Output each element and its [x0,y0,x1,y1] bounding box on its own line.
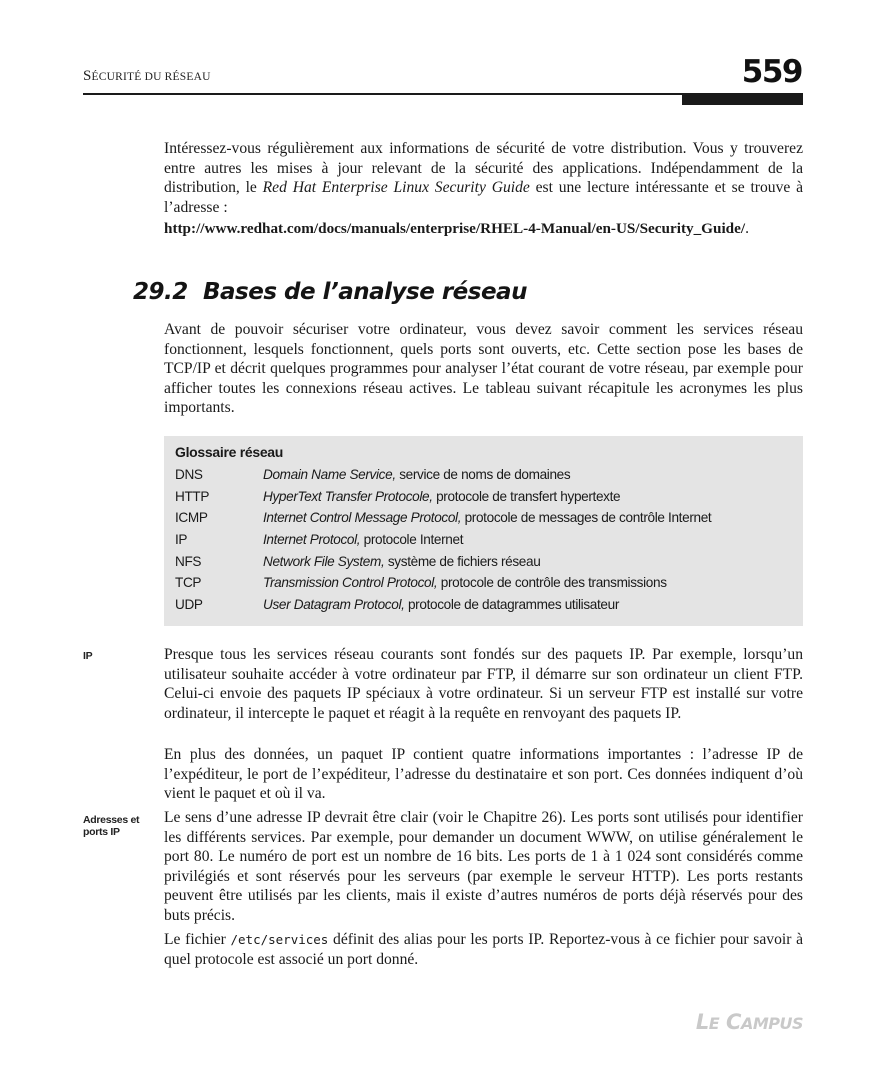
margin-note-ports-line2: ports IP [83,826,120,838]
glossary-desc: protocole de datagrammes utilisateur [404,597,620,612]
services-file-path: /etc/services [230,932,329,947]
glossary-row [175,595,619,615]
logo-letters-ampus: AMPUS [740,1014,803,1033]
section-number: 29.2 [133,279,188,305]
running-header-rest: ÉCURITÉ DU RÉSEAU [91,71,211,83]
logo-letter-e: E [708,1014,720,1033]
glossary-desc: protocole de contrôle des transmissions [437,575,667,590]
glossary-row [175,487,620,507]
url-period: . [745,220,749,237]
paragraph-ip-packets: Presque tous les services réseau courants sont fondés sur des paquets IP. Par exemple, lorsqu’un utilisateur souhaite accéder à votre ordinateur par FTP, il démarre sur son ordinateur un client FTP. Celui-ci envoie des paquets IP spéciaux à votre ordinateur. Si un serveur FTP est installé sur votre ordinateur, il intercepte le paquet et réagit à la requête en renvoyant des paquets IP. [164,646,803,722]
glossary-row [175,530,463,550]
glossary-row [175,552,540,572]
glossary-term: Domain Name Service, [263,467,396,482]
glossary-row [175,508,711,528]
paragraph-packet-contents: En plus des données, un paquet IP contient quatre informations importantes : l’adresse IP de l’expéditeur, le port de l’expéditeur, l’adresse du destinataire et son port. Ces données indiquent d’où vient le paquet et où il va. [164,746,803,803]
paragraph-services-block [164,930,803,969]
glossary-desc: protocole de messages de contrôle Internet [461,510,712,525]
logo-letter-c: C [726,1010,741,1034]
paragraph-contents-block [164,745,803,804]
glossary-title: Glossaire réseau [175,444,284,460]
glossary-box [164,436,803,626]
publisher-logo [696,1010,803,1034]
glossary-abbr: TCP [175,575,202,590]
glossary-abbr: DNS [175,467,203,482]
glossary-term: Transmission Control Protocol, [263,575,438,590]
section-title: Bases de l’analyse réseau [203,279,527,305]
glossary-abbr: NFS [175,554,202,569]
section-intro-block [164,320,803,418]
margin-note-ports [83,814,153,838]
glossary-abbr: IP [175,532,188,547]
url-line [164,219,803,239]
paragraph-ip-block [164,645,803,723]
header-block-bar [682,95,803,105]
services-text-2: définit des alias pour les ports IP. Reportez-vous à ce fichier pour savoir à quel protocole est associé un port donné. [164,931,804,968]
glossary-abbr: UDP [175,597,203,612]
security-guide-url[interactable]: http://www.redhat.com/docs/manuals/enterprise/RHEL-4-Manual/en-US/Security_Guide/ [164,220,746,237]
margin-note-ip: IP [83,650,93,662]
glossary-row [175,465,570,485]
services-text-1: Le fichier [164,931,231,948]
glossary-desc: système de fichiers réseau [384,554,541,569]
page-number: 559 [741,54,802,90]
margin-note-ports-line1: Adresses et [83,814,140,826]
glossary-desc: service de noms de domaines [395,467,571,482]
section-heading [133,279,527,305]
paragraph-services-file [164,930,803,969]
paragraph-ports-block [164,808,803,926]
glossary-term: Internet Protocol, [263,532,361,547]
intro-text-1: Intéressez-vous régulièrement aux informations de sécurité de votre distribution. Vous y trouverez entre autres les mises à jour relevant de la sécurité des applications. Indépendamment de la distribution, le [164,140,803,197]
paragraph-ports: Le sens d’une adresse IP devrait être clair (voir le Chapitre 26). Les ports sont utilisés pour identifier les différents services. Par exemple, pour demander un document WWW, on utilise généralement le port 80. Le numéro de port est un nombre de 16 bits. Les ports de 1 à 1 024 sont considérés comme privilégiés et sont réservés pour les serveurs (par exemple le serveur HTTP). Les ports restants peuvent être utilisés par les clients, mais il existe d’autres numéros de ports déjà réservés pour des buts précis. [164,809,803,924]
intro-text-2: est une lecture intéressante et se trouve à l’adresse : [164,179,804,216]
running-header-initial: S [83,68,92,84]
glossary-term: HyperText Transfer Protocole, [263,489,433,504]
running-header [83,68,211,85]
glossary-abbr: ICMP [175,510,208,525]
intro-paragraph [164,139,803,217]
section-intro-paragraph: Avant de pouvoir sécuriser votre ordinateur, vous devez savoir comment les services réseau fonctionnent, lesquels fonctionnent, quels ports sont ouverts, etc. Cette section pose les bases de TCP/IP et décrit quelques programmes pour analyser l’état courant de votre réseau, par exemple pour afficher toutes les connexions réseau actives. Le tableau suivant récapitule les acronymes les plus importants. [164,321,803,417]
guide-title: Red Hat Enterprise Linux Security Guide [262,179,530,197]
glossary-desc: protocole Internet [360,532,464,547]
glossary-term: User Datagram Protocol, [263,597,405,612]
glossary-abbr: HTTP [175,489,210,504]
logo-letter-l: L [695,1010,709,1034]
glossary-term: Internet Control Message Protocol, [263,510,462,525]
intro-paragraph-block [164,139,803,217]
glossary-term: Network File System, [263,554,385,569]
glossary-desc: protocole de transfert hypertexte [432,489,621,504]
glossary-row [175,573,667,593]
